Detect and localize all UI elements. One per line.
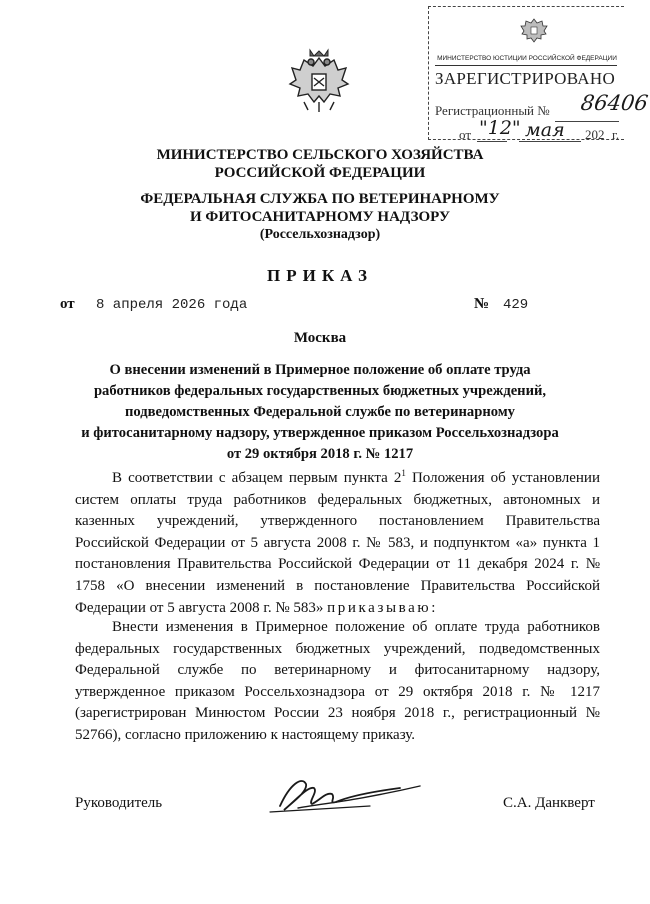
stamp-month-underline	[519, 141, 581, 142]
order-subject	[0, 360, 640, 465]
order-title: ПРИКАЗ	[267, 266, 373, 285]
order-command: приказываю:	[327, 599, 438, 616]
registration-stamp	[428, 6, 650, 142]
service-line-2: И ФИТОСАНИТАРНОМУ НАДЗОРУ	[190, 209, 450, 225]
body-paragraph-1-text-a: В соответствии с абзацем первым пункта 2	[112, 470, 402, 486]
signatory-name: С.А. Данкверт	[503, 795, 595, 811]
order-subject-line: от 29 октября 2018 г. № 1217	[226, 446, 414, 462]
stamp-reg-number-label: Регистрационный №	[435, 103, 550, 118]
order-number-label: №	[474, 296, 490, 312]
stamp-day-underline	[477, 141, 507, 142]
order-date: 8 апреля 2026 года	[96, 297, 248, 313]
stamp-date-day: "12"	[479, 117, 521, 139]
order-subject-line: О внесении изменений в Примерное положение об оплате труда	[109, 362, 531, 378]
order-number: 429	[503, 297, 529, 313]
stamp-ministry-name: МИНИСТЕРСТВО ЮСТИЦИИ РОССИЙСКОЙ ФЕДЕРАЦИИ	[437, 55, 617, 62]
stamp-date-prefix: от	[459, 127, 472, 142]
stamp-divider	[435, 65, 617, 66]
stamp-date-year-suffix: г.	[612, 127, 620, 142]
stamp-emblem-icon	[519, 15, 549, 45]
stamp-status: ЗАРЕГИСТРИРОВАНО	[435, 69, 616, 88]
stamp-date-year: 202	[585, 127, 605, 142]
signatory-position: Руководитель	[75, 795, 163, 811]
order-subject-line: и фитосанитарному надзору, утвержденное приказом Россельхознадзора	[81, 425, 559, 441]
stamp-date-month: мая	[525, 119, 565, 141]
order-subject-line: подведомственных Федеральной службе по ветеринарному	[125, 404, 515, 420]
service-short-name: (Россельхознадзор)	[259, 227, 381, 242]
body-paragraph-1-superscript: 1	[401, 468, 406, 478]
ministry-line-2: РОССИЙСКОЙ ФЕДЕРАЦИИ	[214, 165, 426, 181]
ministry-heading	[0, 146, 640, 182]
body-paragraph-1-text-b: Положения об установлении систем оплаты труда работников федеральных бюджетных, автономных и казенных учреждений, утвержденного постановлением Правительства Российской Федерации от 5 августа 2008 г. № 583, и подпунктом «а» пункта 1 постановления Правительства Российской Федерации от 11 декабря 2024 г. № 1758 «О внесении изменений в постановление Правительства Российской Федерации от 5 августа 2008 г. № 583»	[75, 470, 600, 616]
service-line-1: ФЕДЕРАЛЬНАЯ СЛУЖБА ПО ВЕТЕРИНАРНОМУ	[140, 191, 500, 207]
coat-of-arms-icon	[284, 44, 354, 114]
ministry-line-1: МИНИСТЕРСТВО СЕЛЬСКОГО ХОЗЯЙСТВА	[156, 147, 484, 163]
order-date-label: от	[60, 296, 75, 312]
order-subject-line: работников федеральных государственных бюджетных учреждений,	[93, 383, 547, 399]
service-heading	[0, 190, 640, 226]
handwritten-signature-icon	[250, 764, 440, 824]
order-city: Москва	[293, 330, 347, 346]
body-paragraph-1	[75, 468, 600, 619]
body-paragraph-2: Внести изменения в Примерное положение об оплате труда работников федеральных государственных бюджетных учреждений, подведомственных Федеральной службе по ветеринарному и фитосанитарному надзору, утвержденное приказом Россельхознадзора от 29 октября 2018 г. № 1217 (зарегистрирован Минюстом России 23 ноября 2018 г., регистрационный № 52766), согласно приложению к настоящему приказу.	[75, 619, 600, 743]
stamp-reg-number: 86406	[579, 91, 650, 115]
